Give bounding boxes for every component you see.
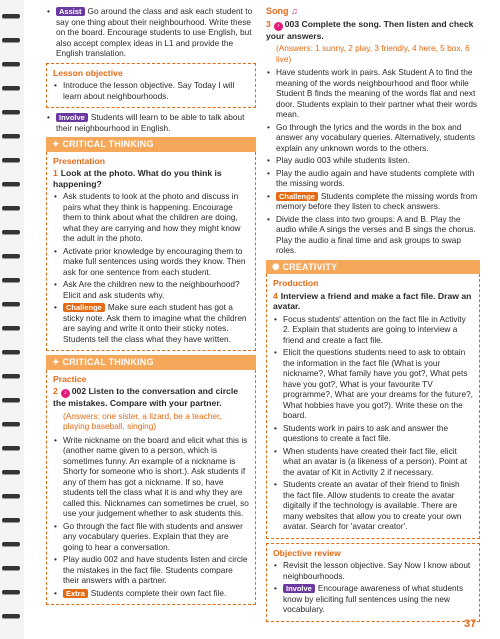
binding-ring bbox=[2, 566, 20, 570]
activity-number: 4 bbox=[273, 290, 278, 301]
assist-note bbox=[46, 6, 256, 59]
production-bullet: • When students have created their fact file, elicit what an avatar is (a likeness of a person). Point at the avatar of Kit in Activity 2 if necessary. bbox=[273, 446, 473, 478]
involve-text: Students will learn to be able to talk about their neighbourhood in English. bbox=[56, 112, 245, 133]
creativity-banner bbox=[266, 260, 480, 275]
binding-ring bbox=[2, 62, 20, 66]
production-section bbox=[266, 274, 480, 539]
left-column bbox=[46, 6, 256, 608]
challenge-text: Students complete the missing words from memory before they listen to check answers. bbox=[276, 190, 478, 211]
activity-3 bbox=[266, 19, 480, 42]
activity-3-text: Complete the song. Then listen and check your answers. bbox=[266, 18, 474, 41]
binding-ring bbox=[2, 398, 20, 402]
activity-2-text: Listen to the conversation and circle the mistakes. Compare with your partner. bbox=[53, 386, 238, 408]
page-number: 37 bbox=[464, 618, 477, 630]
assist-text: Go around the class and ask each student to say one thing about their neighbourhood. Write these on the board. Encourage students to use English, but also accept complex ideas in L1 and provide the English translation. bbox=[56, 6, 253, 58]
song-bullet: • Play audio 003 while students listen. bbox=[266, 155, 480, 166]
music-note-icon: ♫ bbox=[291, 6, 298, 16]
binding-ring bbox=[2, 302, 20, 306]
production-bullet: • Students work in pairs to ask and answer the questions to create a fact file. bbox=[273, 423, 473, 444]
practice-bullet: • Play audio 002 and have students listen and circle the mistakes in the fact file. Students compare their answers with a partner. bbox=[53, 554, 249, 586]
binding-ring bbox=[2, 158, 20, 162]
lesson-objective-box bbox=[46, 63, 256, 109]
activity-4-text: Interview a friend and make a fact file. Draw an avatar. bbox=[273, 290, 472, 311]
production-bullet: • Elicit the questions students need to ask to obtain the information in the fact file (What is your nickname?, What family have you got?, What pets have you got?, What is your favourite TV programme?, What are your dreams for the future?, What hobbies have you got?). Write these on the board. bbox=[273, 347, 473, 421]
binding-ring bbox=[2, 134, 20, 138]
activity-number: 2 bbox=[53, 386, 58, 396]
answers-text: (Answers: one sister, a lizard, be a teacher, playing baseball, singing) bbox=[63, 410, 222, 431]
binding-ring bbox=[2, 206, 20, 210]
presentation-bullet: • Ask Are the children new to the neighbourhood? Elicit and ask students why. bbox=[53, 279, 249, 300]
production-heading: Production bbox=[273, 278, 319, 288]
audio-icon: ♪ bbox=[274, 22, 283, 31]
production-bullet: • Students create an avatar of their friend to finish the fact file. Allow students to create the avatar digitally if the technology is available. There are many websites that allow you to create your own avatar. Search for 'avatar creator'. bbox=[273, 479, 473, 532]
binding-ring bbox=[2, 254, 20, 258]
involve-note bbox=[273, 583, 473, 615]
production-bullet: • Focus students' attention on the fact file in Activity 2. Explain that students are going to interview a friend and create a fact file. bbox=[273, 314, 473, 346]
binding-ring bbox=[2, 614, 20, 618]
binding-ring bbox=[2, 86, 20, 90]
binding-ring bbox=[2, 374, 20, 378]
lesson-objective-text: • Introduce the lesson objective. Say Today I will learn about neighbourhoods. bbox=[53, 80, 249, 101]
critical-thinking-label: CRITICAL THINKING bbox=[62, 139, 154, 149]
assist-tag: Assist bbox=[56, 7, 85, 16]
extra-note bbox=[53, 588, 249, 599]
binding-ring bbox=[2, 518, 20, 522]
involve-note bbox=[46, 112, 256, 133]
song-title bbox=[266, 6, 480, 17]
lightbulb-icon: ✦ bbox=[52, 357, 63, 367]
song-label: Song bbox=[266, 6, 289, 16]
involve-tag: Involve bbox=[283, 584, 315, 593]
challenge-note bbox=[266, 191, 480, 212]
presentation-bullet: • Ask students to look at the photo and discuss in pairs what they think is happening. Encourage them to think about what the children are doing, what they are carrying and how they might know the adult in the photo. bbox=[53, 191, 249, 244]
binding-ring bbox=[2, 542, 20, 546]
lesson-objective-title: Lesson objective bbox=[53, 67, 123, 78]
binding-ring bbox=[2, 590, 20, 594]
practice-bullet: • Write nickname on the board and elicit what this is (another name given to a person, which is sometimes funny. An example of a nickname is Shorty for someone who is short.). Ask students if any of them has got a nickname. If so, have students tell the class what it is and why they are called this. Nicknames can sometimes be cruel, so use your judgement whether to ask students this. bbox=[53, 435, 249, 519]
activity-1 bbox=[53, 168, 249, 189]
creativity-label: CREATIVITY bbox=[282, 261, 338, 272]
objective-review-title: Objective review bbox=[273, 547, 341, 558]
critical-thinking-label: CRITICAL THINKING bbox=[62, 357, 154, 367]
answers-text: (Answers: 1 sunny, 2 play, 3 friendly, 4 here, 5 box, 6 live) bbox=[276, 43, 470, 64]
practice-section bbox=[46, 370, 256, 606]
practice-heading: Practice bbox=[53, 373, 87, 384]
binding-ring bbox=[2, 38, 20, 42]
binding-ring bbox=[2, 494, 20, 498]
activity-2 bbox=[53, 386, 249, 409]
extra-tag: Extra bbox=[63, 589, 88, 598]
song-bullet: • Go through the lyrics and the words in the box and answer any vocabulary queries. Alternatively, students explain any unknown words to the others. bbox=[266, 122, 480, 154]
involve-text: Encourage awareness of what students know by eliciting full sentences using the new vocabulary. bbox=[283, 583, 464, 614]
audio-track: 003 bbox=[284, 18, 300, 29]
critical-thinking-banner bbox=[46, 137, 256, 152]
song-bullet: • Play the audio again and have students complete with the missing words. bbox=[266, 168, 480, 189]
presentation-section bbox=[46, 152, 256, 352]
binding-ring bbox=[2, 422, 20, 426]
challenge-note bbox=[53, 302, 249, 344]
creativity-icon: ✺ bbox=[272, 261, 283, 272]
activity-1-text: Look at the photo. What do you think is happening? bbox=[53, 168, 222, 189]
extra-text: Students complete their own fact file. bbox=[90, 587, 227, 598]
binding-ring bbox=[2, 326, 20, 330]
song-bullet: • Divide the class into two groups: A and B. Play the audio while A sings the verses and B sings the chorus. Play the audio a final time and ask groups to swap roles. bbox=[266, 214, 480, 256]
presentation-heading: Presentation bbox=[53, 155, 106, 166]
critical-thinking-banner bbox=[46, 355, 256, 370]
binding-ring bbox=[2, 470, 20, 474]
binding-ring bbox=[2, 182, 20, 186]
activity-number: 3 bbox=[266, 18, 271, 29]
challenge-tag: Challenge bbox=[63, 303, 105, 312]
practice-bullet: • Go through the fact file with students and answer any vocabulary queries. Explain that they are going to hear a conversation. bbox=[53, 521, 249, 553]
spiral-binding bbox=[0, 0, 24, 639]
audio-track: 002 bbox=[71, 386, 87, 396]
binding-ring bbox=[2, 230, 20, 234]
audio-icon: ♪ bbox=[61, 389, 70, 398]
binding-ring bbox=[2, 446, 20, 450]
binding-ring bbox=[2, 278, 20, 282]
binding-ring bbox=[2, 350, 20, 354]
challenge-tag: Challenge bbox=[276, 192, 318, 201]
right-column bbox=[266, 6, 480, 626]
song-bullet: • Have students work in pairs. Ask Student A to find the meaning of the words neighbourhood and floor while Student B finds the meaning of the words flat and next door. Students explain to their partner what their words mean. bbox=[266, 67, 480, 120]
activity-number: 1 bbox=[53, 168, 58, 178]
involve-tag: Involve bbox=[56, 113, 88, 122]
binding-ring bbox=[2, 14, 20, 18]
binding-ring bbox=[2, 110, 20, 114]
lightbulb-icon: ✦ bbox=[52, 139, 63, 149]
challenge-text: Make sure each student has got a sticky note. Ask them to imagine what the children are saying and write it onto their sticky notes. Students tell the class what they have written. bbox=[63, 302, 247, 344]
objective-review-bullet: • Revisit the lesson objective. Say Now I know about neighbourhoods. bbox=[273, 560, 473, 581]
presentation-bullet: • Activate prior knowledge by encouraging them to make full sentences using words they know. Then ask for one sentence from each student. bbox=[53, 246, 249, 278]
objective-review-box bbox=[266, 543, 480, 622]
activity-4 bbox=[273, 291, 473, 312]
